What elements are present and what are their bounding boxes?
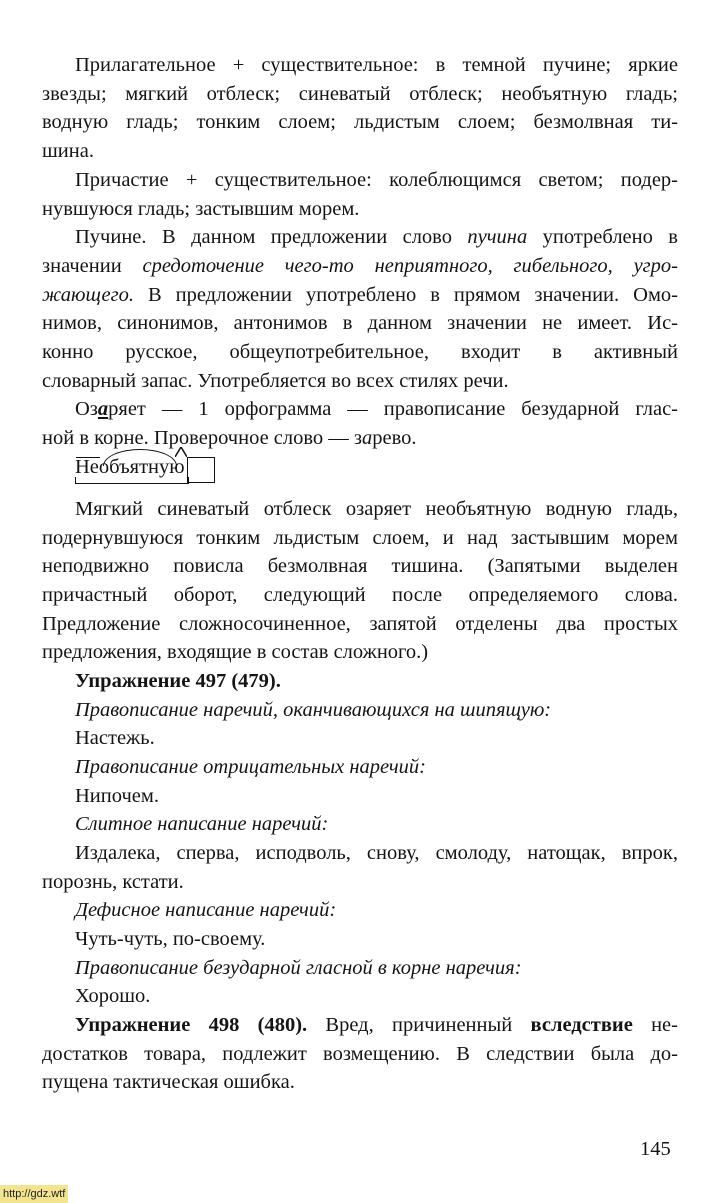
- text-line: [75, 51, 678, 79]
- emphasis-text: а: [97, 398, 109, 421]
- morpheme-analysis: [75, 453, 185, 483]
- emphasis-text: Правописание отрицательных наречий:: [75, 755, 426, 778]
- watermark-link[interactable]: http://gdz.wtf: [0, 1185, 68, 1203]
- text-segment: конно русское, общеупотребительное, входит в активный: [42, 341, 678, 363]
- text-line: [42, 108, 678, 136]
- text-line: [42, 80, 678, 108]
- text-segment: употреблено в: [527, 226, 678, 249]
- text-segment: причастный оборот, следующий после определяемого слова.: [42, 583, 678, 606]
- text-segment: порознь, кстати.: [42, 870, 184, 893]
- text-line: [75, 724, 678, 752]
- text-line: [75, 223, 678, 251]
- text-segment: рево.: [372, 427, 417, 450]
- text-line: [75, 1011, 678, 1039]
- text-line: [42, 195, 678, 223]
- text-line: [75, 667, 678, 695]
- text-segment: Причастие + существительное: колеблющимся светом; подер-: [75, 168, 678, 191]
- text-segment: Прилагательное + существительное: в темной пучине; яркие: [75, 54, 678, 76]
- text-segment: пущена тактическая ошибка.: [42, 1071, 295, 1094]
- emphasis-text: а: [362, 427, 373, 450]
- emphasis-text: Правописание безударной гласной в корне наречия:: [75, 956, 522, 979]
- emphasis-text: жающего.: [42, 283, 134, 306]
- text-segment: словарный запас. Употребляется во всех стилях речи.: [42, 369, 509, 392]
- ending-box-mark: [187, 457, 215, 483]
- text-line: [42, 638, 678, 666]
- text-line: [42, 581, 678, 609]
- text-segment: водную гладь; тонким слоем; льдистым слоем; безмолвная ти-: [42, 111, 678, 134]
- text-line: [75, 954, 678, 982]
- text-line: [75, 982, 678, 1010]
- text-line: [75, 896, 678, 924]
- emphasis-text: Правописание наречий, оканчивающихся на шипящую:: [75, 698, 552, 721]
- text-segment: Пучине. В данном предложении слово: [75, 226, 468, 249]
- text-line: [42, 281, 678, 309]
- emphasis-text: Дефисное написание наречий:: [75, 899, 337, 922]
- text-line: [42, 252, 678, 280]
- text-line: [42, 868, 678, 896]
- emphasis-text: пучина: [467, 226, 528, 249]
- text-line: [75, 495, 678, 523]
- suffix-mark: [175, 447, 187, 457]
- stem-bracket-mark: [75, 477, 189, 484]
- prefix-mark: [76, 457, 100, 458]
- text-segment: ной в корне. Проверочное слово — з: [42, 427, 363, 450]
- text-line: [75, 166, 678, 194]
- text-line: [42, 524, 678, 552]
- text-line: [75, 810, 678, 838]
- text-line: [75, 395, 678, 423]
- text-segment: Издалека, сперва, исподволь, снову, смолоду, натощак, впрок,: [75, 841, 678, 864]
- text-segment: Настежь.: [75, 727, 155, 750]
- text-line: [42, 1068, 678, 1096]
- text-segment: Нипочем.: [75, 784, 159, 807]
- bold-text: вследствие: [530, 1013, 633, 1036]
- text-segment: Чуть-чуть, по-своему.: [75, 927, 266, 950]
- text-segment: нувшуюся гладь; застывшим морем.: [42, 197, 360, 220]
- text-line: [75, 753, 678, 781]
- text-segment: предложения, входящие в состав сложного.): [42, 641, 429, 664]
- text-line: [42, 338, 678, 366]
- bold-text: Упражнение 498 (480).: [75, 1013, 308, 1036]
- text-segment: Оз: [75, 398, 98, 421]
- text-segment: ряет — 1 орфограмма — правописание безударной глас-: [108, 398, 678, 421]
- text-line: [42, 552, 678, 580]
- text-segment: неподвижно повисла безмолвная тишина. (Запятыми выделен: [42, 555, 678, 578]
- text-segment: Предложение сложносочиненное, запятой отделены два простых: [42, 612, 678, 635]
- text-segment: значении: [42, 254, 143, 277]
- text-segment: шина.: [42, 140, 94, 163]
- text-line: [75, 839, 678, 867]
- text-line: [42, 367, 678, 395]
- text-line: [42, 1040, 678, 1068]
- morpheme-word: Необъятную: [75, 456, 185, 478]
- text-line: [75, 782, 678, 810]
- text-segment: Вред, причиненный: [307, 1013, 531, 1036]
- text-segment: В предложении употреблено в прямом значении. Омо-: [133, 283, 678, 306]
- text-line: [42, 610, 678, 638]
- emphasis-text: Слитное написание наречий:: [75, 813, 329, 836]
- text-segment: не-: [632, 1013, 678, 1036]
- text-segment: подернувшуюся тонким льдистым слоем, и над застывшим морем: [42, 526, 678, 549]
- emphasis-text: средоточение чего-то неприятного, гибельного, угро-: [142, 254, 678, 277]
- text-segment: нимов, синонимов, антонимов в данном значении не имеет. Ис-: [42, 312, 678, 335]
- text-segment: звезды; мягкий отблеск; синеватый отблеск; необъятную гладь;: [42, 82, 678, 105]
- bold-text: Упражнение 497 (479).: [75, 669, 281, 692]
- text-line: [75, 696, 678, 724]
- text-line: [42, 424, 678, 452]
- text-line: [42, 309, 678, 337]
- page-number: 145: [640, 1138, 671, 1160]
- text-segment: Мягкий синеватый отблеск озаряет необъятную водную гладь,: [75, 498, 678, 520]
- text-line: [42, 137, 678, 165]
- text-segment: Хорошо.: [75, 985, 151, 1008]
- morpheme-word-wrap: [75, 453, 185, 481]
- text-segment: достатков товара, подлежит возмещению. В следствии была до-: [42, 1042, 678, 1065]
- text-line: [75, 925, 678, 953]
